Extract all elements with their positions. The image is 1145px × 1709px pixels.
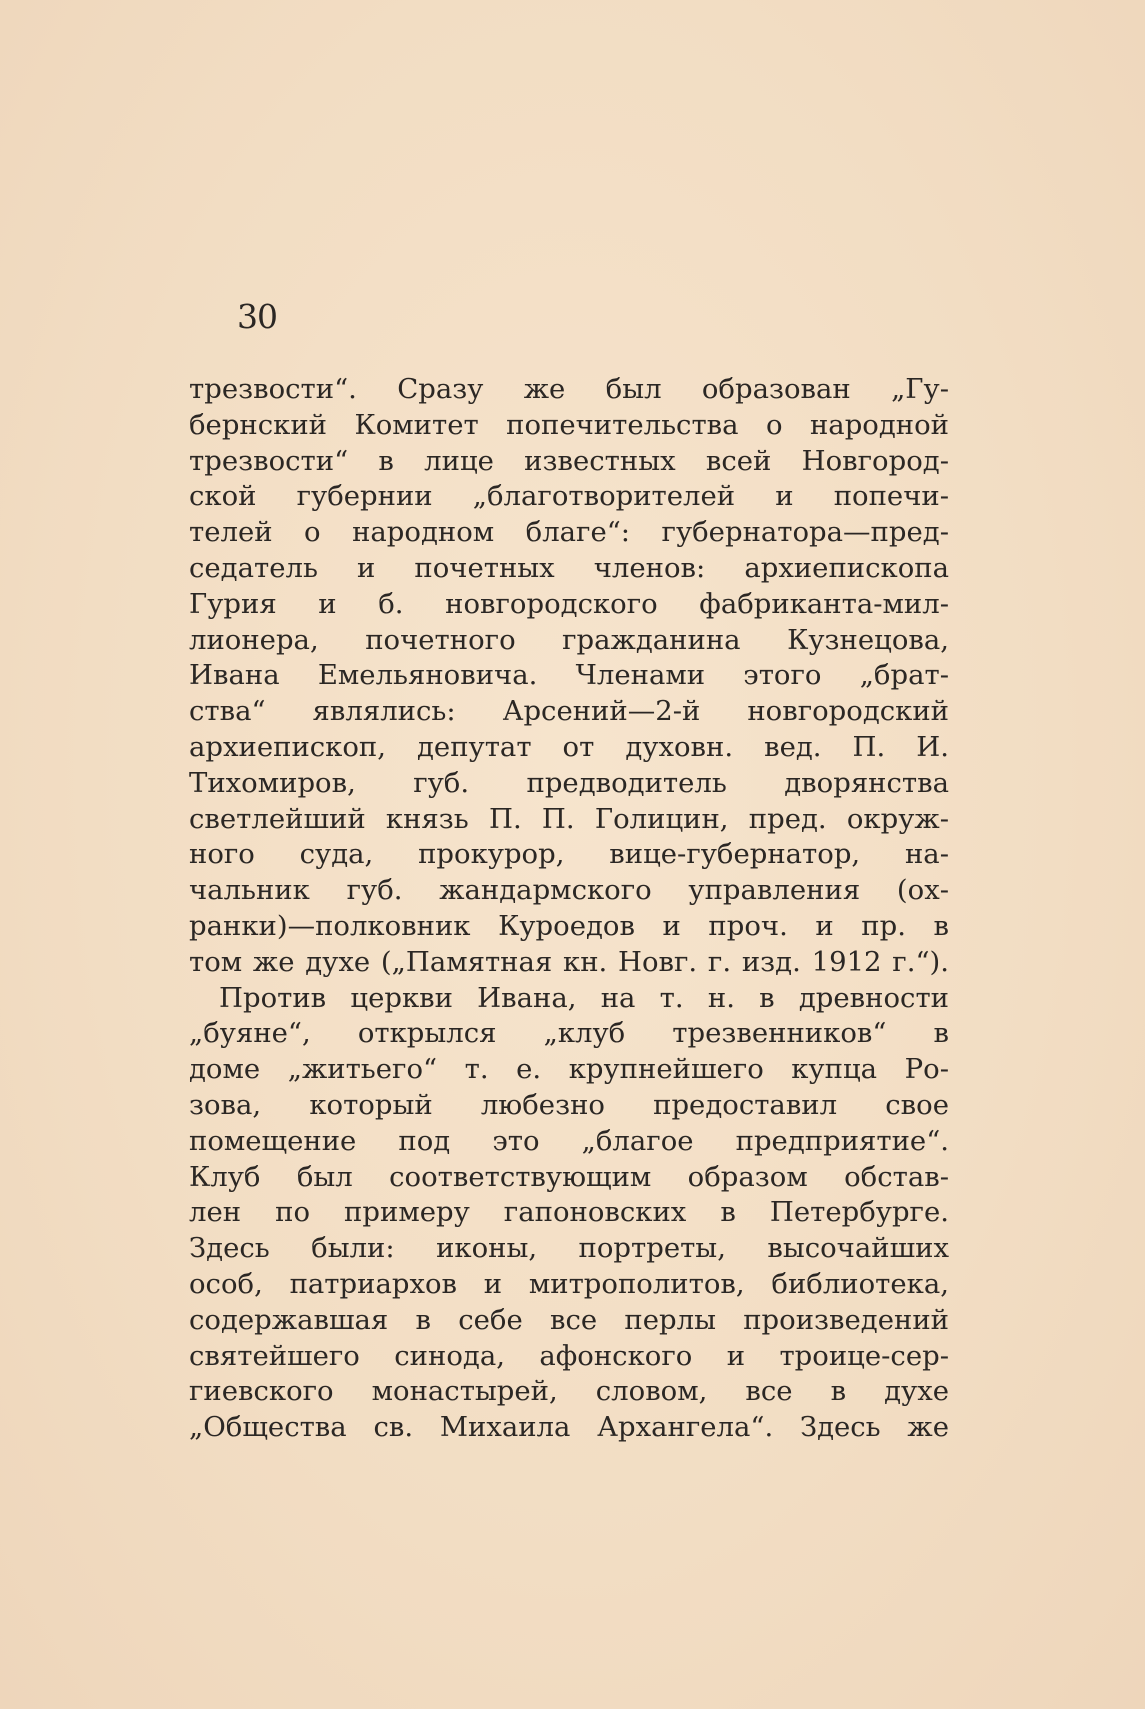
text-line: трезвости“. Сразу же был образован „Гу- [189,373,949,405]
text-line: трезвости“ в лице известных всей Новгород- [189,444,949,477]
page-number: 30 [237,297,277,336]
text-line: „Общества св. Михаила Архангела“. Здесь же [189,1411,949,1444]
text-line: „буяне“, открылся „клуб трезвенников“ в [189,1017,949,1050]
text-line: телей о народном благе“: губернатора—пред- [189,516,949,549]
paragraph-1 [189,372,949,981]
text-line: Гурия и б. новгородского фабриканта-мил- [189,587,949,620]
text-line: ранки)—полковник Куроедов и проч. и пр. в [189,909,949,942]
text-line: бернский Комитет попечительства о народной [189,408,949,441]
text-line: светлейший князь П. П. Голицин, пред. окруж- [189,802,949,835]
text-line: Тихомиров, губ. предводитель дворянства [189,766,949,799]
text-line: помещение под это „благое предприятие“. [189,1124,949,1157]
text-line: лионера, почетного гражданина Кузнецова, [189,623,949,656]
text-line: лен по примеру гапоновских в Петербурге. [189,1196,949,1229]
paragraph-2 [189,981,949,1446]
text-line: содержавшая в себе все перлы произведений [189,1303,949,1336]
text-line: чальник губ. жандармского управления (ох- [189,874,949,907]
text-line: Ивана Емельяновича. Членами этого „брат- [189,659,949,692]
text-line: Против церкви Ивана, на т. н. в древности [219,981,949,1014]
text-line: ного суда, прокурор, вице-губернатор, на- [189,838,949,871]
text-line: святейшего синода, афонского и троице-сер- [189,1339,949,1372]
text-line: Клуб был соответствующим образом обстав- [189,1160,949,1193]
text-line: доме „житьего“ т. е. крупнейшего купца Ро- [189,1053,949,1086]
text-line: Здесь были: иконы, портреты, высочайших [189,1232,949,1265]
text-line: особ, патриархов и митрополитов, библиотека, [189,1267,949,1300]
text-line: архиепископ, депутат от духовн. вед. П. И. [189,730,949,763]
text-line: зова, который любезно предоставил свое [189,1088,949,1121]
text-line: том же духе („Памятная кн. Новг. г. изд. 1912 г.“). [189,945,949,978]
text-line: ской губернии „благотворителей и попечи- [189,480,949,513]
text-line: седатель и почетных членов: архиепископа [189,551,949,584]
text-line: ства“ являлись: Арсений—2-й новгородский [189,695,949,728]
text-line: гиевского монастырей, словом, все в духе [189,1375,949,1408]
body-text [189,372,949,1446]
